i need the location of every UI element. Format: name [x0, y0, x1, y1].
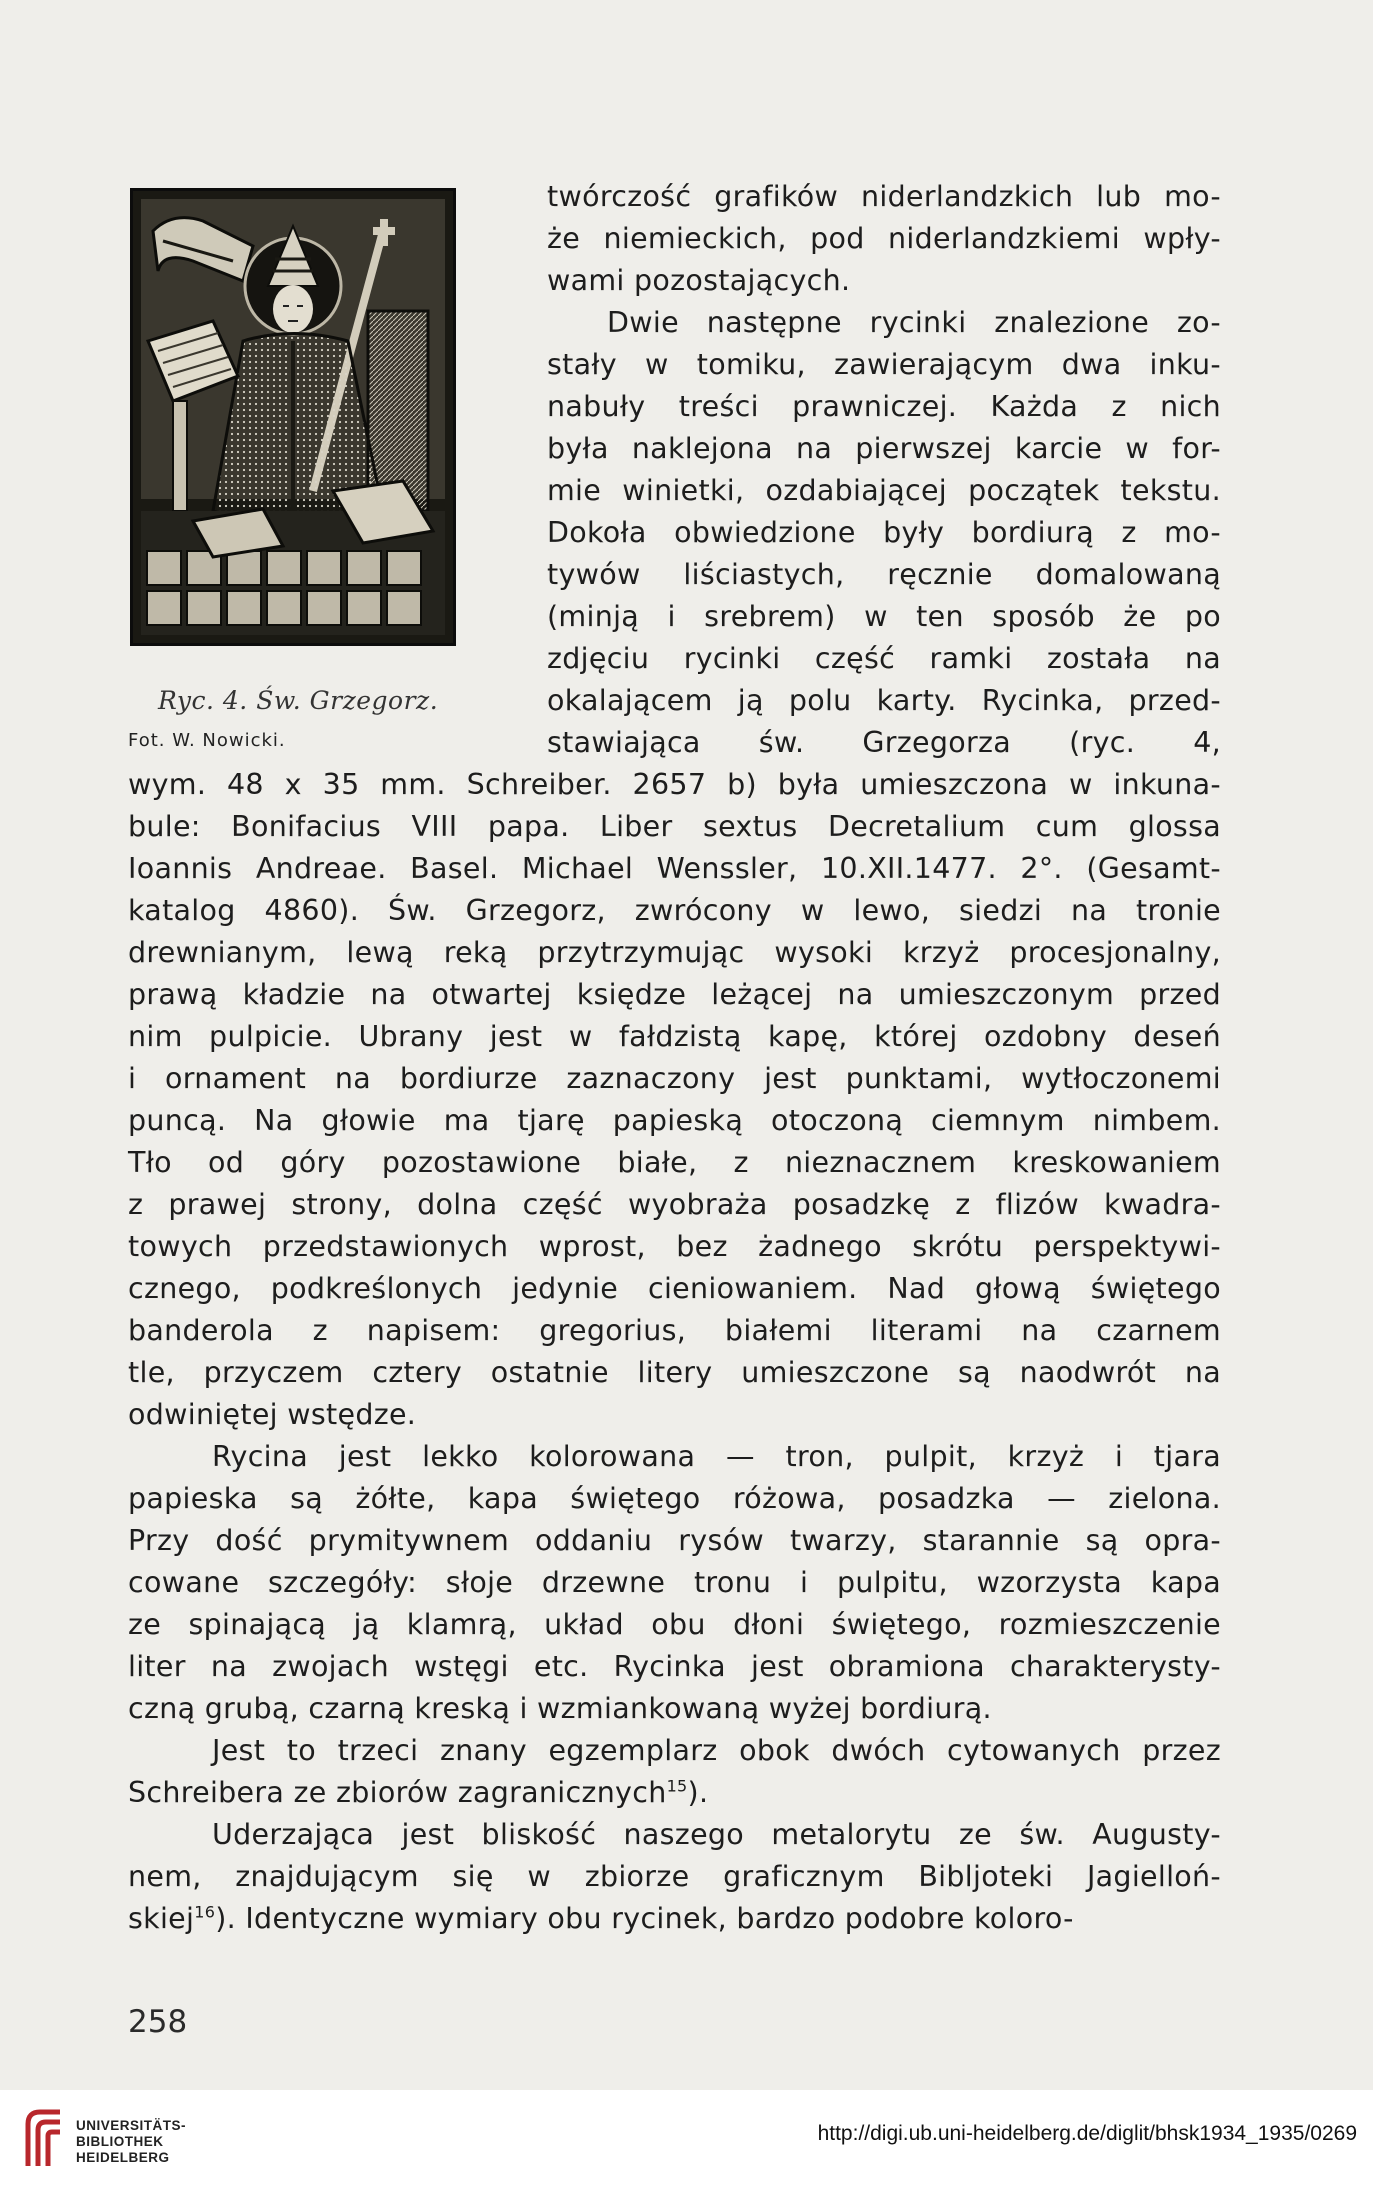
text-line: i ornament na bordiurze zaznaczony jest punktami, wytłoczonemi: [128, 1062, 1221, 1095]
photo-credit: Fot. W. Nowicki.: [128, 730, 286, 751]
text-line: nem, znajdującym się w zbiorze graficznym Bibljoteki Jagielloń-: [128, 1860, 1221, 1893]
text-line: Dokoła obwiedzione były bordiurą z mo-: [547, 516, 1221, 549]
text-fragment: skiej: [128, 1902, 195, 1935]
figure-caption: Ryc. 4. Św. Grzegorz.: [158, 686, 439, 715]
text-line: Jest to trzeci znany egzemplarz obok dwóch cytowanych przez: [212, 1734, 1221, 1767]
footnote-ref-15: 15: [666, 1776, 688, 1796]
text-line: wym. 48 x 35 mm. Schreiber. 2657 b) była umieszczona w inkuna-: [128, 768, 1221, 801]
woodcut-illustration-st-gregory: [130, 188, 456, 646]
text-line: drewnianym, lewą reką przytrzymując wysoki krzyż procesjonalny,: [128, 936, 1221, 969]
text-line: Tło od góry pozostawione białe, z nieznacznem kreskowaniem: [128, 1146, 1221, 1179]
footnote-ref-16: 16: [194, 1902, 216, 1922]
text-column-top: [547, 176, 1221, 764]
text-line-with-footnote: [128, 1898, 1221, 1940]
woodcut-drawing: [133, 191, 453, 643]
text-line: z prawej strony, dolna część wyobraża posadzkę z flizów kwadra-: [128, 1188, 1221, 1221]
library-logo-icon[interactable]: [22, 2106, 66, 2168]
permalink-url[interactable]: http://digi.ub.uni-heidelberg.de/diglit/bhsk1934_1935/0269: [817, 2122, 1357, 2145]
text-line: Ioannis Andreae. Basel. Michael Wenssler, 10.XII.1477. 2°. (Gesamt-: [128, 852, 1221, 885]
page-number: 258: [128, 2004, 188, 2040]
text-fragment: Schreibera ze zbiorów zagranicznych: [128, 1776, 667, 1809]
text-line: nabuły treści prawniczej. Każda z nich: [547, 390, 1221, 423]
text-line: wami pozostających.: [547, 264, 851, 297]
text-line: Przy dość prymitywnem oddaniu rysów twarzy, starannie są opra-: [128, 1524, 1221, 1557]
text-line: zdjęciu rycinki część ramki została na: [547, 642, 1221, 675]
text-line: stawiająca św. Grzegorza (ryc. 4,: [547, 726, 1221, 759]
text-line: ze spinającą ją klamrą, układ obu dłoni świętego, rozmieszczenie: [128, 1608, 1221, 1641]
text-line: że niemieckich, pod niderlandzkiemi wpły-: [547, 222, 1221, 255]
library-name-line: BIBLIOTHEK: [76, 2134, 164, 2149]
text-fragment: Identyczne wymiary obu rycinek, bardzo podobre koloro-: [245, 1902, 1074, 1935]
text-line: towych przedstawionych wprost, bez żadnego skrótu perspektywi-: [128, 1230, 1221, 1263]
text-line: tle, przyczem cztery ostatnie litery umieszczone są naodwrót na: [128, 1356, 1221, 1389]
text-line: Uderzająca jest bliskość naszego metalorytu ze św. Augusty-: [212, 1818, 1221, 1851]
library-name-line: HEIDELBERG: [76, 2150, 170, 2165]
text-line: puncą. Na głowie ma tjarę papieską otoczoną ciemnym nimbem.: [128, 1104, 1221, 1137]
text-line: katalog 4860). Św. Grzegorz, zwrócony w lewo, siedzi na tronie: [128, 894, 1221, 927]
text-line: okalającem ją polu karty. Rycinka, przed-: [547, 684, 1221, 717]
text-line: twórczość grafików niderlandzkich lub mo-: [547, 180, 1221, 213]
text-line-with-footnote: [128, 1772, 1221, 1814]
library-name-line: UNIVERSITÄTS-: [76, 2118, 187, 2133]
text-line: stały w tomiku, zawierającym dwa inku-: [547, 348, 1221, 381]
text-line: liter na zwojach wstęgi etc. Rycinka jest obramiona charakterysty-: [128, 1650, 1221, 1683]
text-column-main: [128, 764, 1221, 1940]
text-line: czną grubą, czarną kreską i wzmiankowaną wyżej bordiurą.: [128, 1692, 992, 1725]
text-line: (minją i srebrem) w ten sposób że po: [547, 600, 1221, 633]
library-name[interactable]: [76, 2118, 186, 2166]
text-fragment: ).: [215, 1902, 236, 1935]
text-line: banderola z napisem: gregorius, białemi literami na czarnem: [128, 1314, 1221, 1347]
text-line: prawą kładzie na otwartej księdze leżącej na umieszczonym przed: [128, 978, 1221, 1011]
text-line: mie winietki, ozdabiającej początek tekstu.: [547, 474, 1221, 507]
text-fragment: ).: [687, 1776, 709, 1809]
text-line: tywów liściastych, ręcznie domalowaną: [547, 558, 1221, 591]
text-line: odwiniętej wstędze.: [128, 1398, 417, 1431]
text-line: bule: Bonifacius VIII papa. Liber sextus Decretalium cum glossa: [128, 810, 1221, 843]
text-line: cowane szczegóły: słoje drzewne tronu i pulpitu, wzorzysta kapa: [128, 1566, 1221, 1599]
text-line: nim pulpicie. Ubrany jest w fałdzistą kapę, której ozdobny deseń: [128, 1020, 1221, 1053]
text-line: Rycina jest lekko kolorowana — tron, pulpit, krzyż i tjara: [212, 1440, 1221, 1473]
text-line: papieska są żółte, kapa świętego różowa, posadzka — zielona.: [128, 1482, 1221, 1515]
text-line: cznego, podkreślonych jedynie cieniowaniem. Nad głową świętego: [128, 1272, 1221, 1305]
text-line: była naklejona na pierwszej karcie w for-: [547, 432, 1221, 465]
text-line: Dwie następne rycinki znalezione zo-: [607, 306, 1221, 339]
